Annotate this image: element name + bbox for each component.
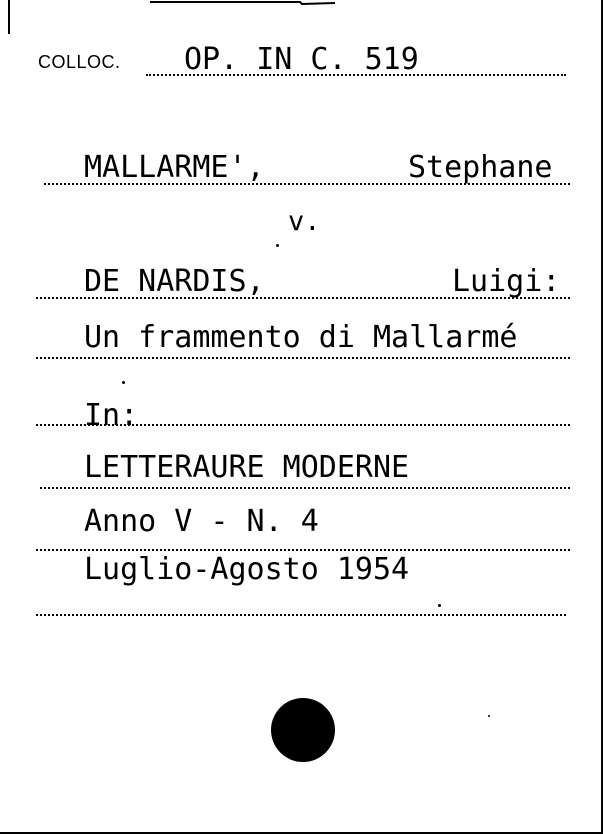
ink-speck xyxy=(438,604,441,607)
issue-dotted-line xyxy=(36,549,570,551)
author-given-name: Stephane xyxy=(408,150,553,185)
torn-top-edge xyxy=(150,0,335,6)
punch-hole xyxy=(271,698,335,762)
ink-speck xyxy=(122,381,125,384)
ink-speck xyxy=(488,715,490,717)
subject-given-name: Luigi: xyxy=(452,264,561,299)
date-dotted-line xyxy=(36,614,566,616)
article-title: Un frammento di Mallarmé xyxy=(84,320,518,355)
issue: Anno V - N. 4 xyxy=(84,504,319,539)
author-surname: MALLARME', xyxy=(84,150,265,185)
edge-mark xyxy=(8,0,10,34)
in-label: In: xyxy=(84,398,139,433)
colloc-label: COLLOC. xyxy=(38,52,121,72)
separator-v: v. xyxy=(288,206,321,237)
title-dotted-line xyxy=(36,357,570,359)
shelfmark: OP. IN C. 519 xyxy=(184,42,419,77)
journal-title: LETTERAURE MODERNE xyxy=(84,450,410,485)
ink-speck xyxy=(276,244,279,247)
date: Luglio-Agosto 1954 xyxy=(84,552,410,587)
subject-surname: DE NARDIS, xyxy=(84,264,265,299)
journal-dotted-line xyxy=(40,487,570,489)
